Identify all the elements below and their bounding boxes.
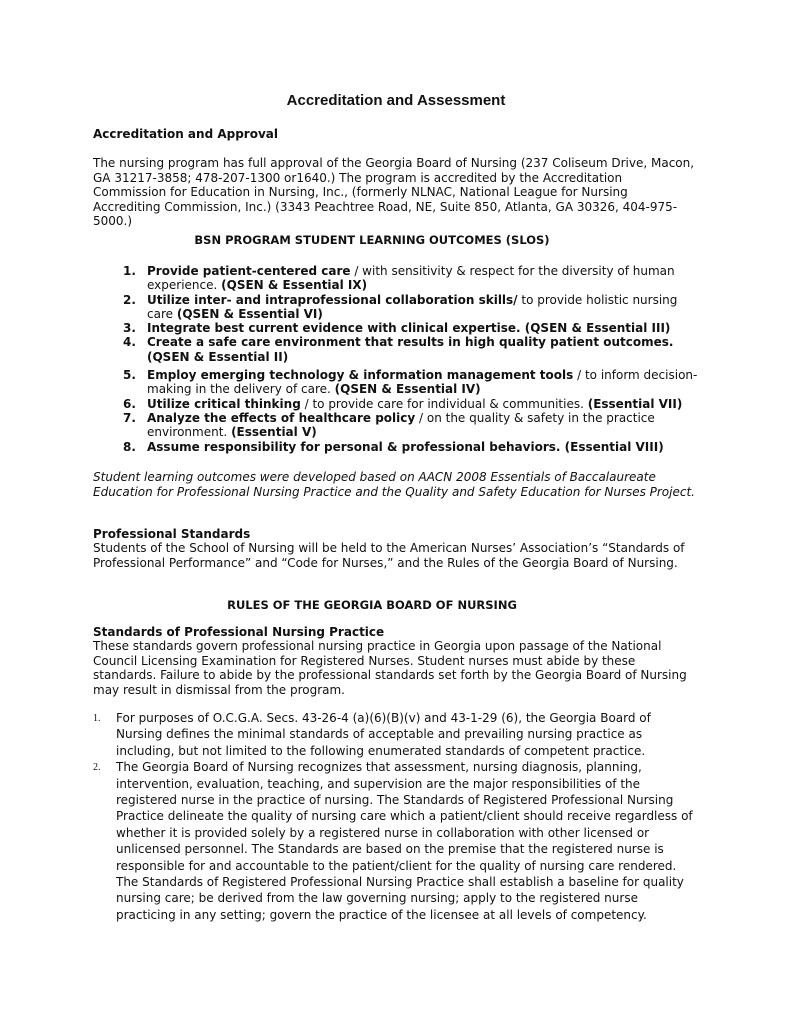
slo-number: 6. [123, 396, 136, 411]
slo-text: / to inform decision-making in the delivery of care. [147, 368, 698, 397]
slo-bold-text: Assume responsibility for personal & professional behaviors. (Essential VIII) [147, 439, 664, 454]
accreditation-heading: Accreditation and Approval [93, 127, 278, 141]
slo-text: / on the quality & safety in the practice environment. [147, 410, 655, 440]
slo-text: to provide holistic nursing care [147, 292, 678, 321]
slo-item [123, 440, 703, 454]
slo-number: 1. [123, 264, 136, 278]
rule-text: The Georgia Board of Nursing recognizes that assessment, nursing diagnosis, planning, intervention, evaluation, teaching, and supervision are the major responsibilities of the registered nurse in the practice of nursing. The Standards of Registered Professional Nursing Practice delineate the quality of nursing care which a patient/client should receive regardless of whether it is provided solely by a registered nurse in collaboration with other licensed or unlicensed personnel. The Standards are based on the premise that the registered nurse is responsible for and accountable to the patient/client for the quality of nursing care rendered. The Standards of Registered Professional Nursing Practice shall establish a baseline for quality nursing care; be derived from the law governing nursing; apply to the registered nurse practicing in any setting; govern the practice of the licensee at all levels of competency. [116, 760, 693, 922]
slo-number: 7. [123, 410, 136, 425]
slo-item [123, 293, 703, 322]
slo-tag: (QSEN & Essential IV) [334, 382, 481, 397]
slo-text: / to provide care for individual & communities. [300, 396, 588, 411]
rule-number: 1. [93, 713, 101, 724]
slo-tag: (QSEN & Essential VI) [176, 306, 323, 321]
slo-item [123, 321, 703, 335]
slo-bold-text: Provide patient-centered care [147, 264, 351, 278]
slo-bold-text: Integrate best current evidence with clinical expertise. (QSEN & Essential III) [147, 321, 671, 336]
slo-tag: (QSEN & Essential IX) [221, 278, 368, 293]
slo-note: Student learning outcomes were developed based on AACN 2008 Essentials of Baccalaureate Education for Professional Nursing Practice and the Quality and Safety Education for Nurses Project. [93, 470, 695, 499]
slo-item [123, 264, 703, 293]
slo-item [123, 335, 703, 364]
professional-standards-heading: Professional Standards [93, 527, 251, 541]
slo-bold-text: Employ emerging technology & information management tools [147, 368, 574, 383]
slo-number: 2. [123, 292, 136, 307]
accreditation-paragraph: The nursing program has full approval of the Georgia Board of Nursing (237 Coliseum Drive, Macon, GA 31217-3858; 478-207-1300 or1640.) The program is accredited by the Accreditation Commission for Education in Nursing, Inc., (formerly NLNAC, National League for Nursing Accrediting Commission, Inc.) (3343 Peachtree Road, NE, Suite 850, Atlanta, GA 30326, 404-975-5000.) [93, 156, 695, 229]
rule-text: For purposes of O.C.G.A. Secs. 43-26-4 (a)(6)(B)(v) and 43-1-29 (6), the Georgia Board of Nursing defines the minimal standards of acceptable and prevailing nursing practice as including, but not limited to the following enumerated standards of competent practice. [116, 711, 651, 758]
slo-number: 5. [123, 368, 136, 383]
slo-text: / with sensitivity & respect for the diversity of human experience. [147, 264, 675, 293]
slo-tag: (Essential VII) [587, 396, 683, 411]
slo-tag: (Essential V) [231, 425, 317, 440]
slo-list [123, 264, 703, 454]
slo-item [123, 397, 703, 411]
slo-item [123, 411, 703, 440]
rules-heading: RULES OF THE GEORGIA BOARD OF NURSING [227, 598, 517, 612]
rules-list [93, 710, 699, 923]
rule-item [93, 759, 699, 923]
standards-subheading: Standards of Professional Nursing Practice [93, 625, 385, 639]
professional-standards-paragraph: Students of the School of Nursing will be held to the American Nurses’ Association’s “Standards of Professional Performance” and “Code for Nurses,” and the Rules of the Georgia Board of Nursing. [93, 541, 685, 570]
slo-item [123, 368, 703, 397]
slo-number: 3. [123, 321, 136, 336]
slo-bold-text: Utilize critical thinking [147, 396, 301, 411]
slo-number: 8. [123, 439, 136, 454]
rule-item [93, 710, 699, 759]
slos-heading: BSN PROGRAM STUDENT LEARNING OUTCOMES (SLOS) [194, 233, 550, 247]
slo-number: 4. [123, 335, 136, 350]
slo-bold-text: Analyze the effects of healthcare policy [147, 410, 416, 425]
standards-paragraph: These standards govern professional nursing practice in Georgia upon passage of the National Council Licensing Examination for Registered Nurses. Student nurses must abide by these standards. Failure to abide by the professional standards set forth by the Georgia Board of Nursing may result in dismissal from the program. [93, 639, 687, 697]
page-title: Accreditation and Assessment [286, 92, 506, 109]
slo-bold-text: Create a safe care environment that results in high quality patient outcomes. (QSEN & Essential II) [147, 335, 674, 364]
slo-bold-text: Utilize inter- and intraprofessional collaboration skills/ [147, 292, 518, 307]
rule-number: 2. [93, 762, 101, 774]
